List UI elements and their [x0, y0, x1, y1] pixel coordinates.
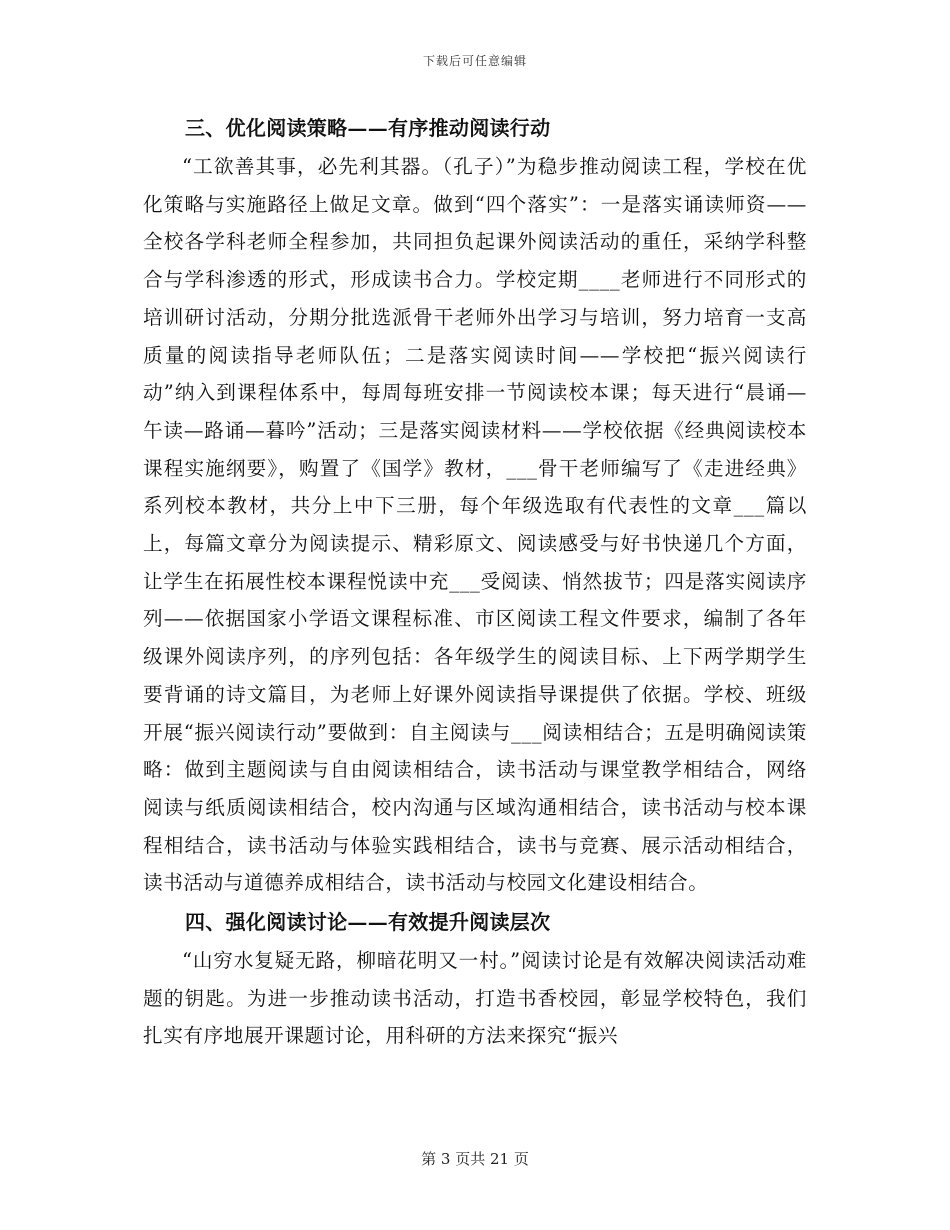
document-body — [143, 108, 807, 1055]
section-paragraph-3: “工欲善其事，必先利其器。（孔子）”为稳步推动阅读工程，学校在优化策略与实施路径上做足文章。做到“四个落实”：一是落实诵读师资——全校各学科老师全程参加，共同担负起课外阅读活动的重任，采纳学科整合与学科渗透的形式，形成读书合力。学校定期____老师进行不同形式的培训研讨活动，分期分批选派骨干老师外出学习与培训，努力培育一支高质量的阅读指导老师队伍；二是落实阅读时间——学校把“振兴阅读行动”纳入到课程体系中，每周每班安排一节阅读校本课；每天进行“晨诵—午读—路诵—暮吟”活动；三是落实阅读材料——学校依据《经典阅读校本课程实施纲要》，购置了《国学》教材，___骨干老师编写了《走进经典》系列校本教材，共分上中下三册，每个年级选取有代表性的文章___篇以上，每篇文章分为阅读提示、精彩原文、阅读感受与好书快递几个方面，让学生在拓展性校本课程悦读中充___受阅读、悄然拔节；四是落实阅读序列——依据国家小学语文课程标准、市区阅读工程文件要求，编制了各年级课外阅读序列，的序列包括：各年级学生的阅读目标、上下两学期学生要背诵的诗文篇目，为老师上好课外阅读指导课提供了依据。学校、班级开展“振兴阅读行动”要做到：自主阅读与___阅读相结合；五是明确阅读策略：做到主题阅读与自由阅读相结合，读书活动与课堂教学相结合，网络阅读与纸质阅读相结合，校内沟通与区域沟通相结合，读书活动与校本课程相结合，读书活动与体验实践相结合，读书与竞赛、展示活动相结合，读书活动与道德养成相结合，读书活动与校园文化建设相结合。 — [143, 155, 807, 895]
page-header: 下载后可任意编辑 — [422, 54, 527, 68]
section-heading-3: 三、优化阅读策略——有序推动阅读行动 — [185, 116, 551, 140]
page-footer: 第 3 页共 21 页 — [421, 1150, 529, 1168]
section-heading-4: 四、强化阅读讨论——有效提升阅读层次 — [185, 910, 551, 935]
section-paragraph-4: “山穷水复疑无路，柳暗花明又一村。”阅读讨论是有效解决阅读活动难题的钥匙。为进一步推动读书活动，打造书香校园，彰显学校特色，我们扎实有序地展开课题讨论，用科研的方法来探究“振兴 — [143, 949, 807, 1048]
